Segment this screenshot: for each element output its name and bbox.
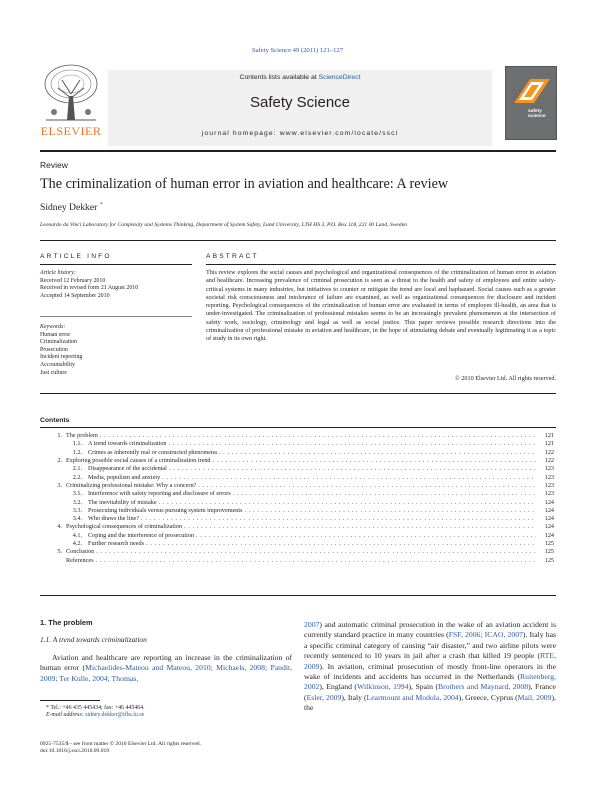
toc-entry[interactable] [40, 523, 556, 531]
copyright: © 2010 Elsevier Ltd. All rights reserved. [455, 375, 556, 382]
toc-entry[interactable] [40, 449, 556, 457]
citation-link[interactable]: FSF, 2006; ICAO, 2007 [448, 630, 523, 640]
toc-title[interactable]: Disappearance of the accidental [88, 465, 167, 473]
citation-link[interactable]: Brothers and Maynard, 2008 [438, 682, 529, 692]
toc-leader [196, 532, 536, 540]
toc-entry[interactable] [40, 507, 556, 515]
toc-page-number: 125 [544, 548, 554, 556]
body-column-right [304, 620, 556, 714]
citation-link[interactable]: Mail, 2009 [517, 692, 552, 702]
contents-prefix: Contents lists available at [239, 74, 319, 81]
toc-leader [162, 474, 536, 482]
toc-leader [146, 540, 536, 548]
footnote [40, 700, 292, 719]
toc-page-number: 121 [544, 440, 554, 448]
toc-entry[interactable] [40, 515, 556, 523]
toc-leader [213, 457, 536, 465]
citation-link[interactable]: Michaelides-Mateou and Mateou, 2010; Michaels, 2008; Pandit, 2009; Ter Kulle, 2004; Thomas, [40, 663, 293, 683]
toc-entry[interactable] [40, 482, 556, 490]
body-text: ). Italy has a specific criminal category of causing “air disaster,” and two airline pilots were recently sentenced to 10 years in jail after a crash that killed 19 people ( [304, 630, 556, 661]
body-text: ), Spain ( [408, 682, 439, 692]
toc-leader [159, 499, 536, 507]
homepage-link[interactable]: www.elsevier.com/locate/ssci [279, 130, 399, 137]
journal-reference[interactable]: Safety Science 49 (2011) 121–127 [252, 47, 343, 54]
keyword: Prosecution [40, 346, 68, 353]
toc-title[interactable]: Coping and the interference of prosecution [88, 531, 195, 539]
body-text: Aviation and healthcare are reporting an increase in the criminalization of human error ( [40, 653, 292, 673]
author-footnote-mark[interactable]: * [99, 202, 103, 208]
toc-number: 2. [57, 456, 62, 464]
citation-link[interactable]: Learmount and Modola, 2004 [366, 692, 459, 702]
toc-title[interactable]: Criminalizing professional mistake: Why a concern? [66, 481, 197, 489]
toc-entry[interactable] [40, 548, 556, 556]
toc-number: 4.1. [72, 531, 82, 539]
body-text: ), Greece, Cyprus ( [458, 692, 518, 702]
divider [40, 316, 192, 317]
toc-page-number: 124 [544, 523, 554, 531]
divider [40, 264, 192, 265]
issn-line: 0925-7535/$ - see front matter © 2010 Elsevier Ltd. All rights reserved. [40, 741, 201, 747]
contents-heading: Contents [40, 417, 70, 424]
toc-leader [169, 440, 536, 448]
keyword: Accountability [40, 361, 76, 368]
toc-entry[interactable] [40, 474, 556, 482]
keywords [40, 324, 192, 377]
body-text: ). In aviation, criminal prosecution of mostly front-line operators in the wake of incidents and accidents has occurred in the Netherlands ( [304, 661, 556, 682]
citation-link[interactable]: 2007 [304, 620, 320, 629]
toc-number: 3.2. [72, 498, 82, 506]
toc-number: 3.3. [72, 506, 82, 514]
toc-page-number: 123 [544, 490, 554, 498]
body-text: ), France ( [304, 682, 556, 702]
article-info-heading: ARTICLE INFO [40, 253, 112, 260]
elsevier-wordmark: ELSEVIER [40, 124, 102, 138]
toc-page-number: 121 [544, 432, 554, 439]
toc-entry[interactable] [40, 490, 556, 498]
toc-number: 3.1. [72, 490, 82, 498]
cover-graphic-icon [510, 73, 554, 109]
homepage-prefix: journal homepage: [201, 130, 280, 137]
section-heading: 1. The problem [40, 618, 93, 627]
author-name: Sidney Dekker [40, 202, 98, 214]
citation-link[interactable]: Esler, 2009 [306, 692, 342, 702]
toc-page-number: 124 [544, 506, 554, 514]
article-history [40, 270, 192, 300]
toc-title[interactable]: References [66, 556, 94, 564]
subsection-heading: 1.1. A trend towards criminalization [40, 635, 147, 644]
toc-page-number: 123 [544, 465, 554, 473]
header-rule [40, 150, 556, 152]
author [40, 202, 103, 213]
journal-title: Safety Science [249, 94, 351, 111]
contents-availability [108, 74, 492, 81]
abstract-heading: ABSTRACT [206, 253, 259, 260]
toc-title[interactable]: Who draws the line? [88, 515, 140, 523]
body-text: ), England ( [319, 682, 357, 692]
footnote-contact [40, 705, 292, 712]
toc-leader [245, 507, 536, 515]
cover-title: safety science [528, 109, 546, 119]
toc-page-number: 122 [544, 448, 554, 456]
history-item: Accepted 14 September 2010 [40, 292, 110, 299]
toc-title[interactable]: Prosecuting individuals versus pursuing system improvements [88, 506, 243, 514]
toc-leader [169, 465, 536, 473]
toc-number: 4. [57, 523, 62, 531]
toc-title[interactable]: The inevitability of mistake [88, 498, 157, 506]
keyword: Just culture [40, 369, 67, 376]
toc-entry[interactable] [40, 540, 556, 548]
divider [206, 264, 556, 265]
toc-number: 2.2. [72, 473, 82, 481]
toc-entry[interactable] [40, 457, 556, 465]
toc-number: 5. [57, 548, 62, 556]
toc-title[interactable]: Interference with safety reporting and disclosure of errors [88, 490, 231, 498]
divider [40, 427, 556, 428]
body-text: ), the [304, 692, 556, 713]
footnote-tel: Tel.: +46 435 445434; fax: +46 445464. [50, 704, 145, 711]
citation-link[interactable]: RTE, 2009 [304, 651, 556, 671]
toc-number: 1.1. [72, 440, 82, 448]
history-label: Article history: [40, 270, 76, 276]
toc-leader [95, 557, 536, 565]
history-item: Received in revised form 21 August 2010 [40, 285, 139, 292]
toc-title[interactable]: A trend towards criminalization [88, 440, 167, 448]
divider [40, 240, 556, 241]
toc-page-number: 125 [544, 556, 554, 564]
toc-number: 4.2. [72, 540, 82, 548]
body-text: ) and automatic criminal prosecution in the wake of an aviation accident is currently standard practice in many countries ( [304, 620, 556, 640]
toc-page-number: 124 [544, 515, 554, 523]
footnote-rule [40, 700, 100, 701]
toc-page-number: 123 [544, 473, 554, 481]
body-paragraph [40, 653, 292, 684]
toc-leader [233, 490, 536, 498]
toc-title[interactable]: Conclusion [66, 548, 95, 556]
citation-link[interactable]: Ruitenberg, 2002 [304, 672, 556, 692]
toc-entry[interactable] [40, 432, 556, 440]
toc-title[interactable]: The problem [66, 432, 98, 439]
toc-number: 1. [57, 432, 62, 439]
sciencedirect-link[interactable]: ScienceDirect [318, 74, 361, 81]
toc-leader [100, 432, 536, 440]
table-of-contents [40, 432, 556, 565]
toc-page-number: 124 [544, 498, 554, 506]
toc-number: 3. [57, 481, 62, 489]
divider [40, 393, 556, 394]
toc-number: 1.2. [72, 448, 82, 456]
email-label: E-mail address: [46, 712, 86, 718]
body-column-left [40, 618, 292, 684]
toc-entry[interactable] [40, 557, 556, 565]
journal-header [108, 70, 492, 146]
elsevier-tree-icon [40, 62, 102, 122]
toc-page-number: 123 [544, 481, 554, 489]
affiliation: Leonardo da Vinci Laboratory for Complexity and Systems Thinking, Department of System Safety, Lund University, LTH HS 3, P.O. Box 118, 221 00 Lund, Sweden [40, 222, 407, 228]
keyword: Criminalization [40, 339, 77, 346]
toc-title[interactable]: Media, populism and anxiety [88, 473, 161, 481]
journal-homepage [108, 130, 492, 137]
footnote-email-line [40, 712, 292, 719]
toc-leader [96, 548, 536, 556]
toc-title[interactable]: Psychological consequences of criminalization [66, 523, 182, 531]
toc-number: 2.1. [72, 465, 82, 473]
toc-entry[interactable] [40, 532, 556, 540]
toc-title[interactable]: Crimes as inherently real or constructed phenomena [88, 448, 217, 456]
toc-title[interactable]: Exploring possible social causes of a criminalization trend [66, 456, 211, 464]
toc-entry[interactable] [40, 440, 556, 448]
keyword: Incident reporting [40, 354, 83, 361]
footnote-mark: * [46, 704, 49, 711]
divider [40, 595, 556, 596]
toc-page-number: 124 [544, 531, 554, 539]
toc-leader [184, 523, 536, 531]
toc-entry[interactable] [40, 465, 556, 473]
history-item: Received 12 February 2010 [40, 277, 106, 284]
article-type: Review [40, 160, 68, 170]
toc-leader [141, 515, 536, 523]
body-text: ), Italy ( [341, 692, 367, 702]
doi-link[interactable]: doi:10.1016/j.ssci.2010.09.010 [40, 748, 110, 755]
article-title: The criminalization of human error in aviation and healthcare: A review [40, 176, 449, 192]
email-link[interactable]: sidney.dekker@tfhs.lu.se [85, 712, 145, 718]
keywords-label: Keywords: [40, 324, 66, 330]
toc-leader [198, 482, 536, 490]
toc-page-number: 122 [544, 456, 554, 464]
toc-page-number: 125 [544, 540, 554, 548]
toc-title[interactable]: Further research needs [88, 540, 145, 548]
keyword: Human error [40, 331, 71, 338]
citation-link[interactable]: Wilkinson, 1994 [357, 682, 409, 692]
abstract-text: This review explores the social causes and psychological and organizational consequences of the criminalization of human error in aviation and healthcare. Increasing prevalence of criminal prosecution is seen as a threat to the health and safety of employees and entire safety-critical systems in many industries, but initiatives to counter or mitigate the trend are local and haphazard. Social causes such as a greater societal risk consciousness and intolerance of failure are examined, as well as organizational consequences for disclosure and incident reporting. Psychological consequences of the criminalization of human error are evaluated in terms of employee ill-health, an area that is under-investigated. The criminalization of professional mistakes seems to be an increasingly prevalent phenomenon at the intersection of safety work, sociology, criminology and legal as well as social justice. This paper reviews possible research directions into the criminalization of professional mistake in aviation and healthcare, in the hope of stimulating debate and eventually legitimating it as a topic of study in its own right. [206, 269, 556, 342]
front-matter-notes [40, 741, 300, 756]
journal-cover-thumbnail [505, 66, 557, 140]
toc-number: 3.4. [72, 515, 82, 523]
toc-entry[interactable] [40, 499, 556, 507]
toc-leader [219, 449, 536, 457]
